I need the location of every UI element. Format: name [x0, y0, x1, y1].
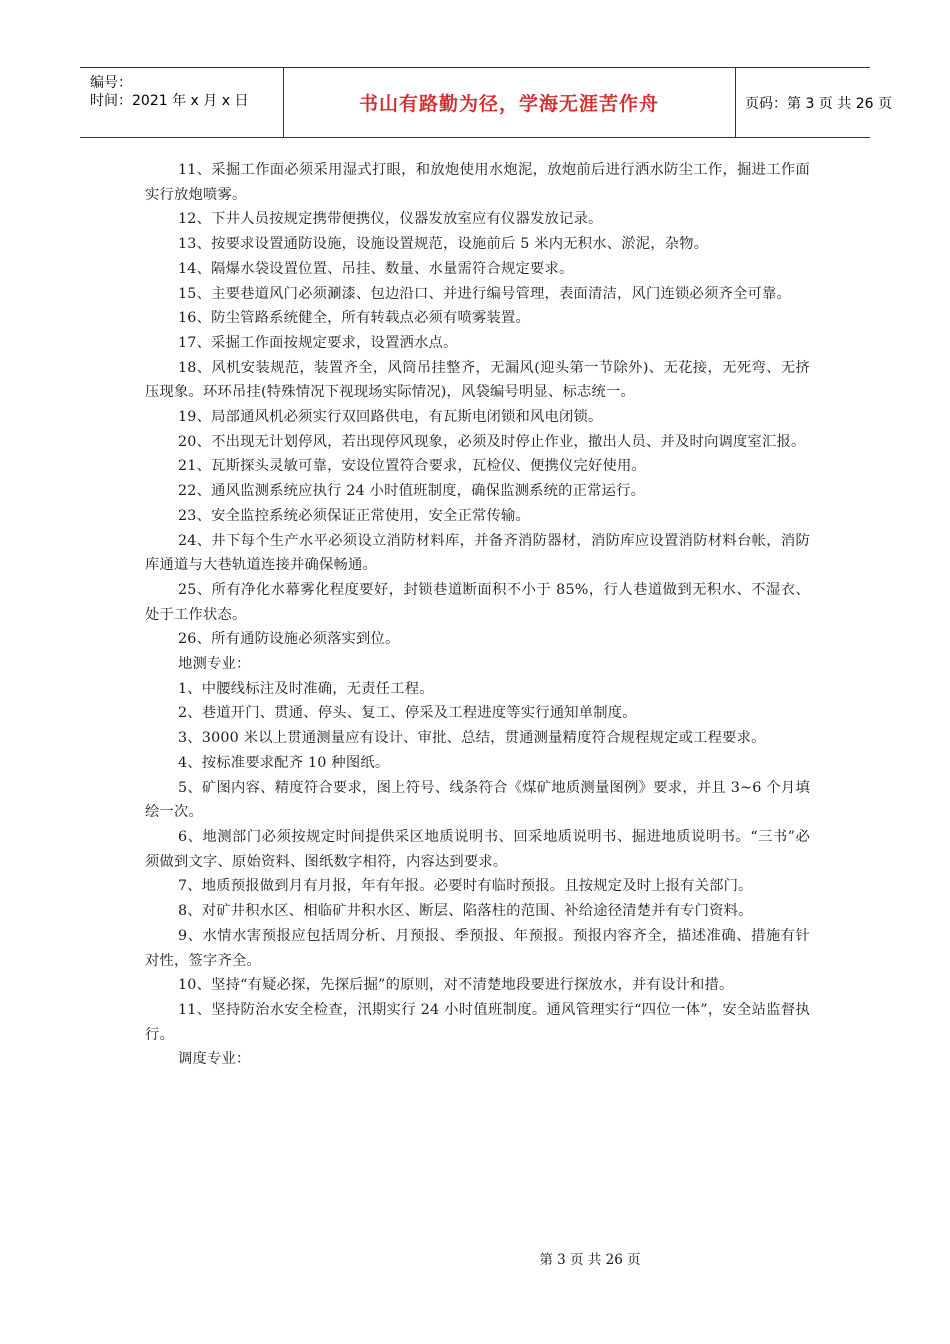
paragraph: 19、局部通风机必须实行双回路供电，有瓦斯电闭锁和风电闭锁。 — [178, 409, 603, 426]
paragraph: 11、坚持防治水安全检查，汛期实行 24 小时值班制度。通风管理实行“四位一体”，安全站监督执行。 — [145, 1001, 810, 1043]
header-motto-cell — [283, 68, 736, 137]
paragraph: 4、按标准要求配齐 10 种图纸。 — [178, 754, 390, 771]
paragraph: 2、巷道开门、贯通、停头、复工、停采及工程进度等实行通知单制度。 — [178, 705, 637, 722]
section-heading-survey: 地测专业： — [178, 656, 251, 673]
paragraph: 7、地质预报做到月有月报，年有年报。必要时有临时预报。且按规定及时上报有关部门。 — [178, 878, 753, 895]
document-time-label: 时间：2021 年 x 月 x 日 — [90, 93, 249, 109]
paragraph: 13、按要求设置通防设施，设施设置规范，设施前后 5 米内无积水、淤泥，杂物。 — [178, 236, 709, 253]
document-header — [80, 67, 892, 138]
paragraph: 5、矿图内容、精度符合要求，图上符号、线条符合《煤矿地质测量图例》要求，并且 3~6 个月填绘一次。 — [145, 779, 810, 821]
paragraph: 23、安全监控系统必须保证正常使用，安全正常传输。 — [178, 507, 531, 524]
paragraph: 22、通风监测系统应执行 24 小时值班制度，确保监测系统的正常运行。 — [178, 483, 646, 500]
paragraph: 8、对矿井积水区、相临矿井积水区、断层、陷落柱的范围、补给途径清楚并有专门资料。 — [178, 903, 753, 920]
paragraph: 1、中腰线标注及时准确，无责任工程。 — [178, 680, 434, 697]
header-meta-cell — [80, 68, 284, 137]
paragraph: 21、瓦斯探头灵敏可靠，安设位置符合要求，瓦检仪、便携仪完好使用。 — [178, 458, 646, 475]
paragraph: 18、风机安装规范，装置齐全，风筒吊挂整齐，无漏风(迎头第一节除外)、无花接，无死弯、无挤压现象。环环吊挂(特殊情况下视现场实际情况)，风袋编号明显、标志统一。 — [145, 359, 810, 401]
paragraph: 25、所有净化水幕雾化程度要好，封锁巷道断面积不小于 85%，行人巷道做到无积水、不湿衣、处于工作状态。 — [145, 581, 810, 623]
paragraph: 10、坚持“有疑必探，先探后掘”的原则，对不清楚地段要进行探放水，并有设计和措。 — [178, 977, 734, 994]
paragraph: 6、地测部门必须按规定时间提供采区地质说明书、回采地质说明书、掘进地质说明书。“三书”必须做到文字、原始资料、图纸数字相符，内容达到要求。 — [145, 828, 810, 870]
paragraph: 12、下井人员按规定携带便携仪，仪器发放室应有仪器发放记录。 — [178, 211, 603, 228]
paragraph: 16、防尘管路系统健全，所有转载点必须有喷雾装置。 — [178, 310, 531, 327]
paragraph: 14、隔爆水袋设置位置、吊挂、数量、水量需符合规定要求。 — [178, 260, 574, 277]
paragraph: 11、采掘工作面必须采用湿式打眼，和放炮使用水炮泥，放炮前后进行洒水防尘工作，掘进工作面实行放炮喷雾。 — [145, 162, 810, 203]
paragraph: 15、主要巷道风门必须涮漆、包边沿口、并进行编号管理，表面清洁，风门连锁必须齐全可靠。 — [178, 285, 791, 302]
paragraph: 9、水情水害预报应包括周分析、月预报、季预报、年预报。预报内容齐全，描述准确、措施有针对性，签字齐全。 — [145, 927, 810, 969]
page-footer: 第 3 页 共 26 页 — [539, 1252, 641, 1268]
paragraph: 26、所有通防设施必须落实到位。 — [178, 631, 400, 648]
document-number-label: 编号： — [90, 75, 132, 91]
paragraph: 17、采掘工作面按规定要求，设置洒水点。 — [178, 334, 458, 351]
header-motto: 书山有路勤为径，学海无涯苦作舟 — [358, 93, 659, 115]
paragraph: 20、不出现无计划停风，若出现停风现象，必须及时停止作业，撤出人员、并及时向调度室汇报。 — [178, 433, 806, 450]
header-page-info: 页码：第 3 页 共 26 页 — [745, 95, 892, 112]
paragraph: 3、3000 米以上贯通测量应有设计、审批、总结，贯通测量精度符合规程规定或工程要求。 — [178, 730, 766, 747]
section-heading-dispatch: 调度专业： — [178, 1051, 251, 1068]
paragraph: 24、井下每个生产水平必须设立消防材料库，并备齐消防器材，消防库应设置消防材料台帐，消防库通道与大巷轨道连接并确保畅通。 — [145, 532, 810, 574]
header-page-cell — [735, 68, 892, 137]
document-body — [145, 158, 810, 1072]
